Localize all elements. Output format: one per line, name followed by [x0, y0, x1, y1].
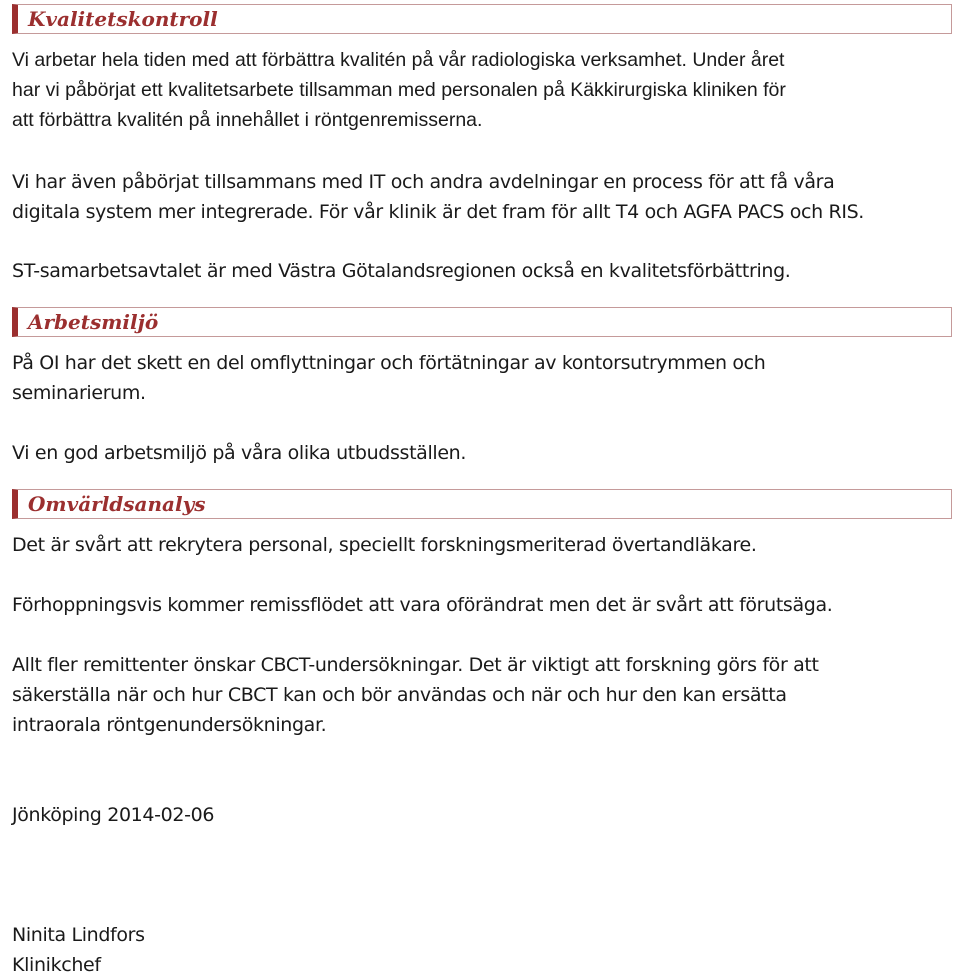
- paragraph-line: seminarierum.: [12, 382, 146, 404]
- section-heading-kvalitetskontroll: [12, 4, 952, 34]
- paragraph: [12, 167, 947, 227]
- paragraph-line: Vi en god arbetsmiljö på våra olika utbudsställen.: [12, 442, 467, 464]
- paragraph-line: digitala system mer integrerade. För vår klinik är det fram för allt T4 och AGFA PACS och RIS.: [12, 201, 864, 223]
- paragraph-line: På OI har det skett en del omflyttningar och förtätningar av kontorsutrymmen och: [12, 352, 766, 374]
- section-heading-label: Omvärldsanalys: [28, 492, 206, 516]
- paragraph: [12, 530, 947, 560]
- paragraph-line: säkerställa när och hur CBCT kan och bör användas och när och hur den kan ersätta: [12, 684, 787, 706]
- paragraph: [12, 650, 947, 740]
- signer-title: Klinikchef: [12, 954, 101, 976]
- paragraph-line: Vi arbetar hela tiden med att förbättra kvalitén på vår radiologiska verksamhet. Under året: [12, 49, 785, 71]
- paragraph-line: Vi har även påbörjat tillsammans med IT och andra avdelningar en process för att få våra: [12, 171, 835, 193]
- paragraph-line: att förbättra kvalitén på innehållet i röntgenremisserna.: [12, 109, 483, 131]
- paragraph-line: intraorala röntgenundersökningar.: [12, 714, 327, 736]
- signature-place-date: [12, 800, 947, 830]
- section-heading-omvarldsanalys: [12, 489, 952, 519]
- paragraph-line: Det är svårt att rekrytera personal, speciellt forskningsmeriterad övertandläkare.: [12, 534, 757, 556]
- paragraph-line: Allt fler remittenter önskar CBCT-undersökningar. Det är viktigt att forskning görs för att: [12, 654, 819, 676]
- paragraph: [12, 590, 947, 620]
- section-heading-label: Arbetsmiljö: [28, 310, 159, 334]
- paragraph-line: har vi påbörjat ett kvalitetsarbete tillsamman med personalen på Käkkirurgiska kliniken för: [12, 79, 786, 101]
- paragraph-line: ST-samarbetsavtalet är med Västra Götalandsregionen också en kvalitetsförbättring.: [12, 260, 791, 282]
- signer-name: Ninita Lindfors: [12, 924, 145, 946]
- signature-block: [12, 920, 947, 980]
- paragraph-line: Förhoppningsvis kommer remissflödet att vara oförändrat men det är svårt att förutsäga.: [12, 594, 833, 616]
- section-heading-label: Kvalitetskontroll: [28, 7, 218, 31]
- paragraph: [12, 438, 947, 468]
- section-heading-arbetsmiljo: [12, 307, 952, 337]
- paragraph: [12, 45, 947, 135]
- place-date-text: Jönköping 2014-02-06: [12, 804, 215, 826]
- paragraph: [12, 348, 947, 408]
- paragraph: [12, 256, 947, 286]
